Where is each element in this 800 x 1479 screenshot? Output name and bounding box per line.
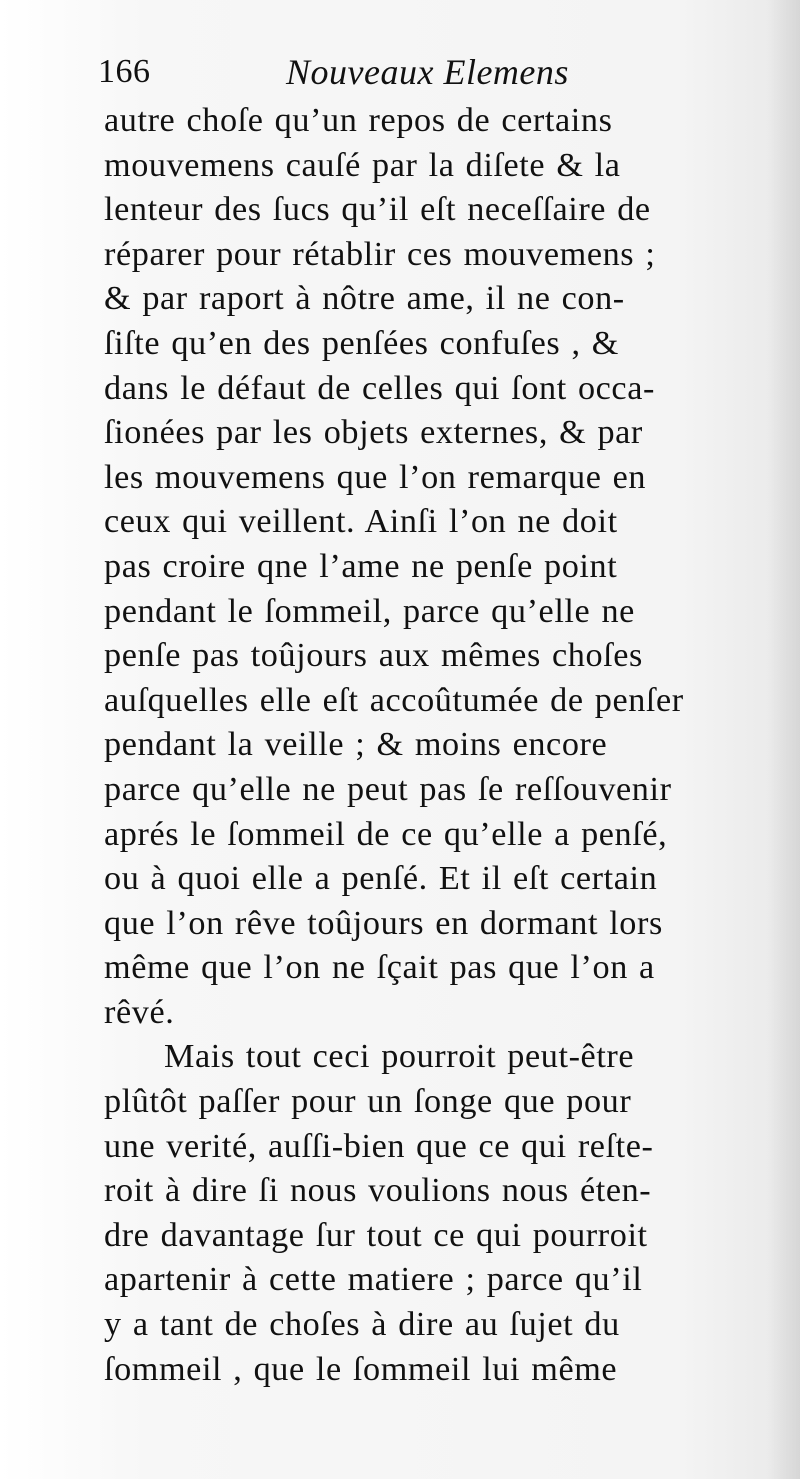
text-line: roit à dire ſi nous voulions nous éten- xyxy=(104,1172,652,1210)
text-line: réparer pour rétablir ces mouvemens ; xyxy=(104,235,656,273)
text-line: parce qu’elle ne peut pas ſe reſſouvenir xyxy=(104,770,672,808)
text-line: auſquelles elle eſt accoûtumée de penſer xyxy=(104,681,684,719)
text-line: dans le défaut de celles qui ſont occa- xyxy=(104,369,655,407)
text-line: lenteur des ſucs qu’il eſt neceſſaire de xyxy=(104,191,651,229)
text-line: ceux qui veillent. Ainſi l’on ne doit xyxy=(104,503,618,541)
text-line: Mais tout ceci pourroit peut-être xyxy=(164,1038,635,1076)
text-line: rêvé. xyxy=(104,993,175,1031)
text-line: apartenir à cette matiere ; parce qu’il xyxy=(104,1261,643,1299)
text-line: même que l’on ne ſçait pas que l’on a xyxy=(104,949,655,987)
text-line: que l’on rêve toûjours en dormant lors xyxy=(104,904,663,942)
text-line: aprés le ſommeil de ce qu’elle a penſé, xyxy=(104,815,668,853)
text-line: pendant le ſommeil, parce qu’elle ne xyxy=(104,592,635,630)
page-header xyxy=(98,48,738,96)
text-line: autre choſe qu’un repos de certains xyxy=(104,102,613,139)
paragraph-1 xyxy=(104,99,764,1035)
body-text xyxy=(104,99,764,1392)
text-line: y a tant de choſes à dire au ſujet du xyxy=(104,1306,620,1344)
text-line: ſiſte qu’en des penſées confuſes , & xyxy=(104,324,619,362)
text-line: une verité, auſſi-bien que ce qui reſte- xyxy=(104,1127,654,1165)
page-number: 166 xyxy=(98,53,151,90)
text-line: pendant la veille ; & moins encore xyxy=(104,726,608,764)
text-line: mouvemens cauſé par la diſete & la xyxy=(104,146,621,184)
text-line: ſommeil , que le ſommeil lui même xyxy=(104,1350,618,1388)
text-line: ſionées par les objets externes, & par xyxy=(104,414,643,452)
paragraph-2 xyxy=(104,1035,764,1392)
running-title: Nouveaux Elemens xyxy=(286,52,569,92)
text-line: les mouvemens que l’on remarque en xyxy=(104,458,647,496)
page-edge-shadow xyxy=(768,0,800,1479)
text-line: pas croire qne l’ame ne penſe point xyxy=(104,547,618,585)
text-line: plûtôt paſſer pour un ſonge que pour xyxy=(104,1083,632,1121)
text-line: penſe pas toûjours aux mêmes choſes xyxy=(104,637,643,675)
text-line: & par raport à nôtre ame, il ne con- xyxy=(104,280,625,318)
text-line: dre davantage ſur tout ce qui pourroit xyxy=(104,1216,648,1254)
text-line: ou à quoi elle a penſé. Et il eſt certain xyxy=(104,860,658,898)
